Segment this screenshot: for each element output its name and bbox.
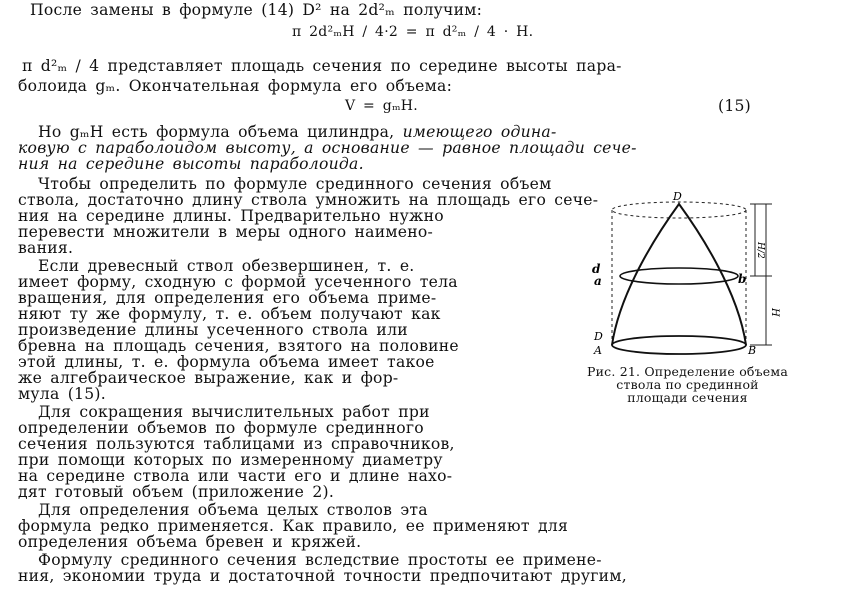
text-line: няют ту же формулу, т. е. объем получают как xyxy=(18,305,441,323)
italic-line: ковую с параболоидом высоту, а основание — равное площади сече- xyxy=(18,139,637,157)
text-line: вания. xyxy=(18,239,74,257)
text-line: Чтобы определить по формуле срединного сечения объем xyxy=(38,175,552,193)
text-line: π d²ₘ / 4 представляет площадь сечения по середине высоты пара- xyxy=(22,57,622,75)
text-span: Но gₘH есть формула объема цилиндра, xyxy=(38,123,403,141)
equation: π 2d²ₘH / 4·2 = π d²ₘ / 4 · H. xyxy=(292,24,534,40)
text-line: перевести множители в меры одного наимено- xyxy=(18,223,434,241)
text-line: этой длины, т. е. формула объема имеет такое xyxy=(18,353,435,371)
text-line: вращения, для определения его объема приме- xyxy=(18,289,437,307)
italic-span: имеющего одина- xyxy=(402,123,557,141)
text-line: при помощи которых по измеренному диаметру xyxy=(18,451,443,469)
text-line: имеет форму, сходную с формой усеченного тела xyxy=(18,273,458,291)
text-line: ствола, достаточно длину ствола умножить на площадь его сече- xyxy=(18,191,599,209)
text-line: мула (15). xyxy=(18,385,106,403)
text-line: болоида gₘ. Окончательная формула его объема: xyxy=(18,77,453,95)
label-a: a xyxy=(594,274,602,288)
label-A: A xyxy=(594,344,602,357)
figure-caption: Рис. 21. Определение объема ствола по срединной площади сечения xyxy=(587,364,788,405)
text-line: дят готовый объем (приложение 2). xyxy=(18,483,335,501)
italic-line: ния на середине высоты параболоида. xyxy=(18,155,364,173)
paraboloid-outline xyxy=(612,204,746,345)
label-h-half: H/2 xyxy=(755,242,765,259)
text-line xyxy=(38,124,557,140)
text-line: произведение длины усеченного ствола или xyxy=(18,321,408,339)
text-line: Формулу срединного сечения вследствие простоты ее примене- xyxy=(38,551,602,569)
label-top: D xyxy=(673,190,682,203)
text-line: ния, экономии труда и достаточной точности предпочитают другим, xyxy=(18,567,627,585)
text-line: Для определения объема целых стволов эта xyxy=(38,501,428,519)
text-line: определения объема бревен и кряжей. xyxy=(18,533,362,551)
text-line: ния на середине длины. Предварительно нужно xyxy=(18,207,444,225)
text-line: же алгебраическое выражение, как и фор- xyxy=(18,369,399,387)
middle-section xyxy=(620,268,738,284)
base-section xyxy=(612,336,746,354)
label-B: B xyxy=(748,344,757,357)
paraboloid-figure xyxy=(580,190,800,365)
text-line: формула редко применяется. Как правило, ее применяют для xyxy=(18,517,569,535)
label-b: b xyxy=(738,272,747,286)
text-line: бревна на площадь сечения, взятого на половине xyxy=(18,337,459,355)
equation: V = gₘH. xyxy=(345,98,418,114)
label-d: d xyxy=(592,262,601,276)
label-h: H xyxy=(769,308,780,317)
text-line: на середине ствола или части его и длине нахо- xyxy=(18,467,453,485)
text-line: сечения пользуются таблицами из справочников, xyxy=(18,435,455,453)
text-line: определении объемов по формуле срединного xyxy=(18,419,424,437)
equation-number: (15) xyxy=(718,97,752,115)
text-line: Если древесный ствол обезвершинен, т. е. xyxy=(38,257,415,275)
label-D: D xyxy=(594,330,603,343)
text-line: После замены в формуле (14) D² на 2d²ₘ получим: xyxy=(30,1,483,19)
text-line: Для сокращения вычислительных работ при xyxy=(38,403,430,421)
